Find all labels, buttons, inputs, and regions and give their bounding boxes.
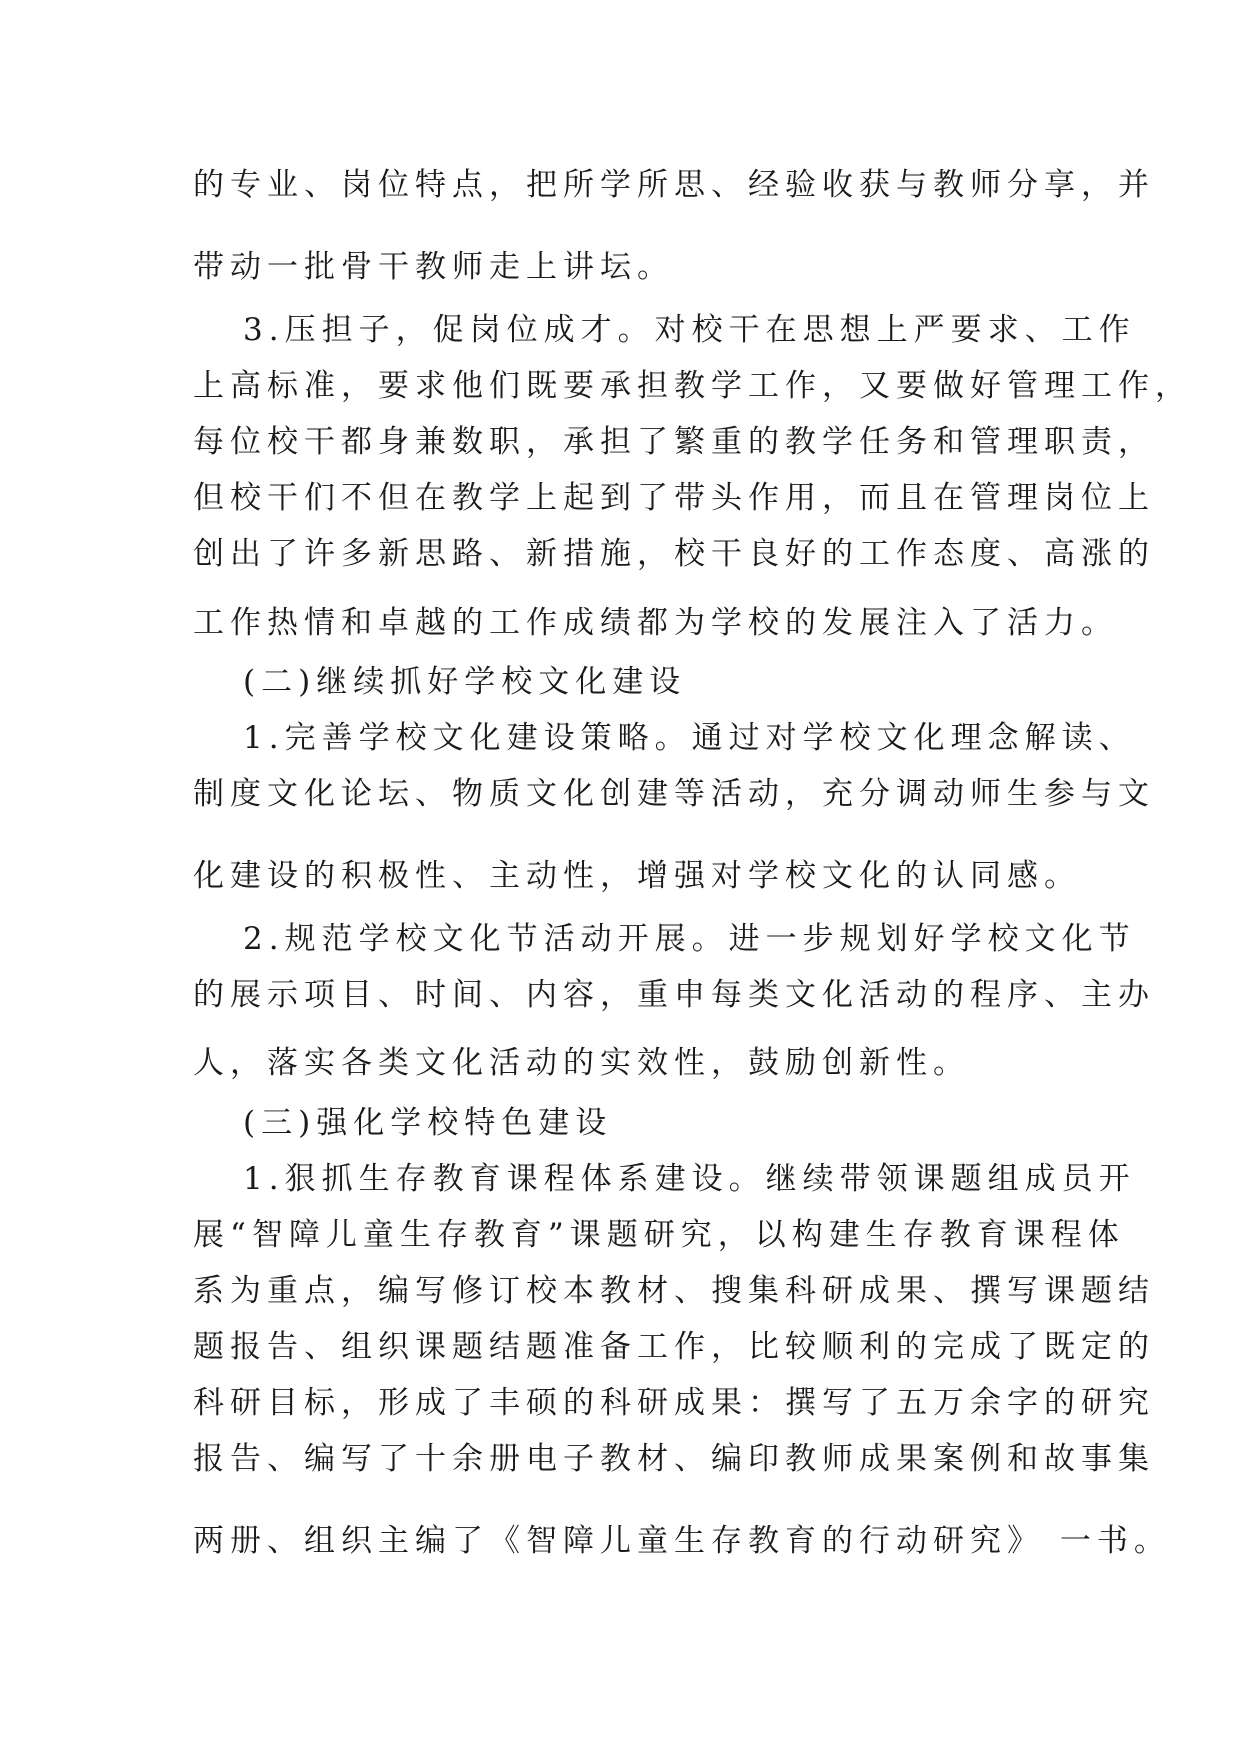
text-line: 题报告、组织课题结题准备工作，比较顺利的完成了既定的	[193, 1329, 1155, 1365]
text-line: 展“智障儿童生存教育”课题研究，以构建生存教育课程体	[193, 1217, 1125, 1253]
text-line: 带动一批骨干教师走上讲坛。	[193, 249, 674, 285]
text-line: 每位校干都身兼数职，承担了繁重的教学任务和管理职责，	[193, 424, 1155, 460]
paragraph-start-line: 3.压担子，促岗位成才。对校干在思想上严要求、工作	[243, 312, 1136, 348]
paragraph-start-line: 1.完善学校文化建设策略。通过对学校文化理念解读、	[243, 720, 1136, 756]
paragraph-start-line: 1.狠抓生存教育课程体系建设。继续带领课题组成员开	[243, 1161, 1136, 1197]
text-line: 两册、组织主编了《智障儿童生存教育的行动研究》 一书。	[193, 1523, 1171, 1559]
text-line: 工作热情和卓越的工作成绩都为学校的发展注入了活力。	[193, 605, 1118, 641]
section-heading: (二)继续抓好学校文化建设	[243, 664, 687, 700]
section-heading: (三)强化学校特色建设	[243, 1105, 613, 1141]
text-line: 化建设的积极性、主动性，增强对学校文化的认同感。	[193, 858, 1081, 894]
text-line: 的展示项目、时间、内容，重申每类文化活动的程序、主办	[193, 977, 1155, 1013]
paragraph-start-line: 2.规范学校文化节活动开展。进一步规划好学校文化节	[243, 921, 1136, 957]
text-line: 但校干们不但在教学上起到了带头作用，而且在管理岗位上	[193, 480, 1155, 516]
text-line: 的专业、岗位特点，把所学所思、经验收获与教师分享，并	[193, 167, 1155, 203]
text-line: 制度文化论坛、物质文化创建等活动，充分调动师生参与文	[193, 776, 1155, 812]
text-line: 创出了许多新思路、新措施，校干良好的工作态度、高涨的	[193, 536, 1155, 572]
text-line: 人，落实各类文化活动的实效性，鼓励创新性。	[193, 1045, 970, 1081]
text-line: 上高标准，要求他们既要承担教学工作，又要做好管理工作，	[193, 368, 1192, 404]
text-line: 报告、编写了十余册电子教材、编印教师成果案例和故事集	[193, 1441, 1155, 1477]
text-line: 系为重点，编写修订校本教材、搜集科研成果、撰写课题结	[193, 1273, 1155, 1309]
text-line: 科研目标，形成了丰硕的科研成果：撰写了五万余字的研究	[193, 1385, 1155, 1421]
